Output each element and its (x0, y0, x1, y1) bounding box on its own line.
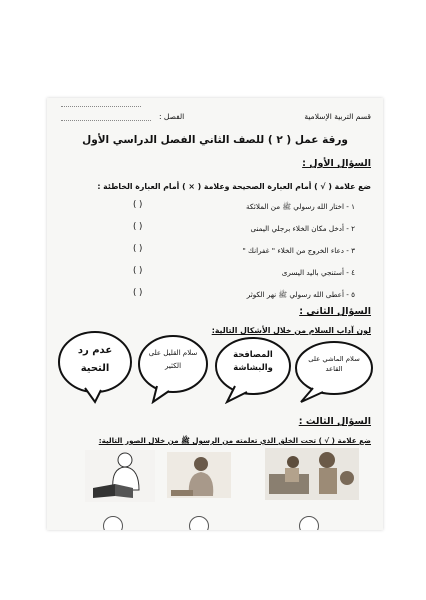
q1-item-1: ١ - اختار الله رسولي ﷺ من الملائكة (246, 202, 355, 211)
q1-heading: السؤال الأول : (302, 158, 371, 169)
answer-paren-2[interactable]: ( ) (133, 222, 143, 232)
answer-paren-4[interactable]: ( ) (133, 266, 143, 276)
worksheet-title: ورقة عمل ( ٢ ) للصف الثاني الفصل الدراسي الأول (82, 134, 348, 146)
q1-item-4: ٤ - أستنجي باليد اليسرى (281, 268, 355, 277)
answer-circle-2[interactable] (189, 516, 209, 530)
bubble-1-text: سلام الماشي على القاعد (308, 355, 360, 373)
speech-bubble-3[interactable] (135, 334, 211, 408)
speech-bubble-4[interactable] (55, 330, 135, 408)
q3-instruction: ضع علامة ( √ ) تحت الخلق الذي تعلمته من الرسول ﷺ من خلال الصور التالية: (98, 436, 371, 445)
q1-item-3: ٣ - دعاء الخروج من الخلاء " غفرانك " (242, 246, 355, 255)
answer-paren-3[interactable]: ( ) (133, 244, 143, 254)
speech-bubble-1[interactable] (293, 340, 375, 408)
answer-paren-1[interactable]: ( ) (133, 200, 143, 210)
answer-paren-5[interactable]: ( ) (133, 288, 143, 298)
speech-bubble-2[interactable] (213, 336, 293, 408)
q3-heading: السؤال الثالث : (298, 416, 371, 427)
picture-reading-quran-image (85, 450, 155, 502)
picture-charity-image (265, 448, 359, 500)
q1-instruction: ضع علامة ( √ ) أمام العبارة الصحيحة وعلامة ( × ) أمام العبارة الخاطئة : (97, 182, 371, 191)
bubble-3-text: سلام القليل على الكثير (148, 349, 198, 370)
worksheet-page (47, 98, 383, 530)
department-label: قسم التربية الإسلامية (304, 112, 371, 121)
q1-item-5: ٥ - أعطى الله رسولي ﷺ نهر الكوثر (246, 290, 355, 299)
q2-heading: السؤال الثاني : (299, 306, 371, 317)
q2-instruction: لون آداب السلام من خلال الأشكال التالية: (211, 326, 371, 335)
bubble-2-text: المصافحة والبشاشة (233, 349, 273, 372)
answer-circle-3[interactable] (299, 516, 319, 530)
class-label: الفصل : (159, 112, 185, 121)
name-line (61, 106, 141, 107)
class-line (61, 120, 151, 121)
bubble-4-text: عدم رد التحية (77, 345, 113, 374)
picture-prayer-image (167, 452, 231, 498)
answer-circle-1[interactable] (103, 516, 123, 530)
q1-item-2: ٢ - أدخل مكان الخلاء برجلي اليمنى (250, 224, 355, 233)
